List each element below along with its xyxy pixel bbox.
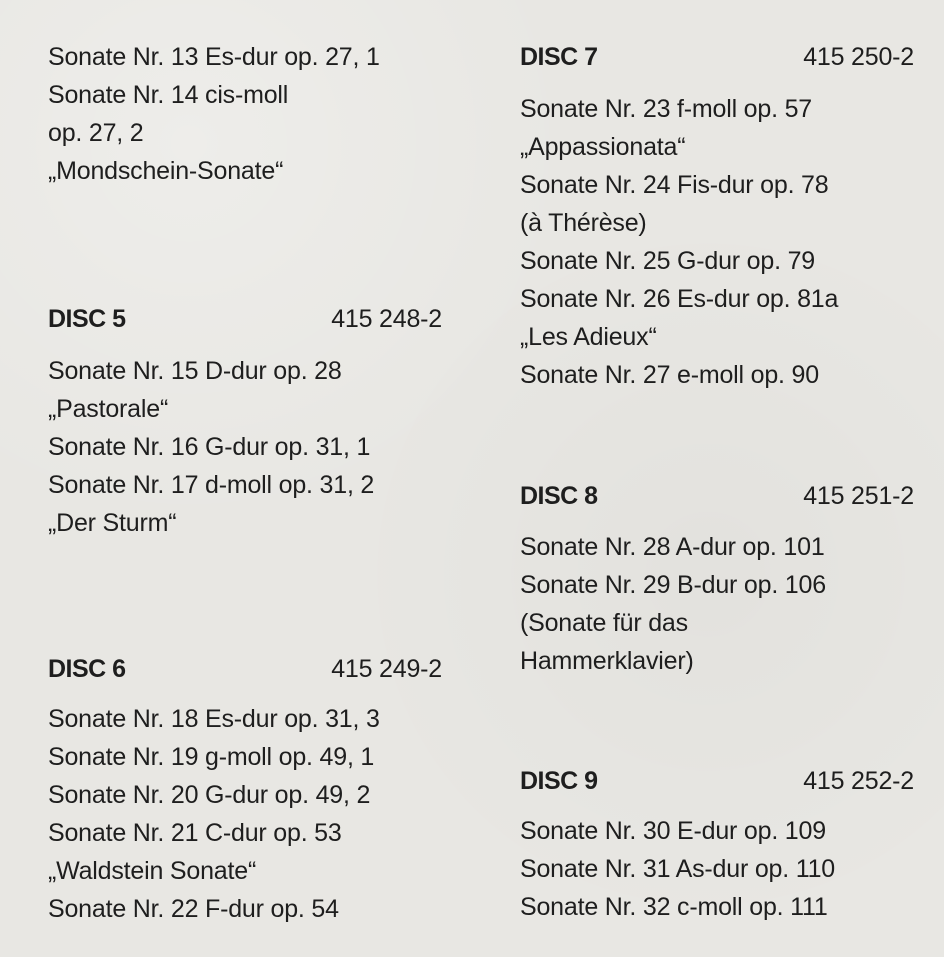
disc-label: DISC 7	[520, 43, 598, 71]
track-subtitle: „Der Sturm“	[48, 509, 177, 537]
disc-label: DISC 9	[520, 767, 598, 795]
track-line: Sonate Nr. 14 cis-moll	[48, 81, 289, 109]
track-line: Sonate Nr. 26 Es-dur op. 81a	[520, 285, 839, 313]
track-line: Sonate Nr. 15 D-dur op. 28	[48, 357, 342, 385]
track-line: Sonate Nr. 32 c-moll op. 111	[520, 893, 828, 921]
track-line: Sonate Nr. 20 G-dur op. 49, 2	[48, 781, 371, 809]
track-line: Sonate Nr. 31 As-dur op. 110	[520, 855, 835, 883]
track-subtitle: „Appassionata“	[520, 133, 686, 161]
track-subtitle: „Les Adieux“	[520, 323, 657, 351]
catalog-number: 415 250-2	[803, 43, 914, 71]
track-line: Sonate Nr. 13 Es-dur op. 27, 1	[48, 43, 380, 71]
disc-8-header	[520, 477, 914, 515]
disc-9-header	[520, 762, 914, 800]
track-line: Sonate Nr. 27 e-moll op. 90	[520, 361, 819, 389]
catalog-number: 415 249-2	[331, 655, 442, 683]
track-line: Sonate Nr. 25 G-dur op. 79	[520, 247, 815, 275]
disc-5-header	[48, 300, 442, 338]
disc-label: DISC 5	[48, 305, 126, 333]
track-subtitle: (à Thérèse)	[520, 209, 647, 237]
track-subtitle: „Mondschein-Sonate“	[48, 157, 284, 185]
track-line: Sonate Nr. 19 g-moll op. 49, 1	[48, 743, 375, 771]
track-line: Sonate Nr. 29 B-dur op. 106	[520, 571, 826, 599]
disc-label: DISC 8	[520, 482, 598, 510]
track-subtitle: Hammerklavier)	[520, 647, 694, 675]
track-line: Sonate Nr. 30 E-dur op. 109	[520, 817, 826, 845]
track-line: Sonate Nr. 22 F-dur op. 54	[48, 895, 339, 923]
track-line: Sonate Nr. 18 Es-dur op. 31, 3	[48, 705, 380, 733]
disc-label: DISC 6	[48, 655, 126, 683]
track-line: Sonate Nr. 16 G-dur op. 31, 1	[48, 433, 371, 461]
track-subtitle: „Waldstein Sonate“	[48, 857, 257, 885]
catalog-number: 415 252-2	[803, 767, 914, 795]
track-line: op. 27, 2	[48, 119, 144, 147]
track-line: Sonate Nr. 23 f-moll op. 57	[520, 95, 812, 123]
track-subtitle: „Pastorale“	[48, 395, 169, 423]
track-subtitle: (Sonate für das	[520, 609, 688, 637]
disc-7-header	[520, 38, 914, 76]
track-line: Sonate Nr. 17 d-moll op. 31, 2	[48, 471, 375, 499]
track-line: Sonate Nr. 21 C-dur op. 53	[48, 819, 342, 847]
track-line: Sonate Nr. 28 A-dur op. 101	[520, 533, 825, 561]
disc-6-header	[48, 650, 442, 688]
catalog-number: 415 251-2	[803, 482, 914, 510]
track-line: Sonate Nr. 24 Fis-dur op. 78	[520, 171, 829, 199]
catalog-number: 415 248-2	[331, 305, 442, 333]
